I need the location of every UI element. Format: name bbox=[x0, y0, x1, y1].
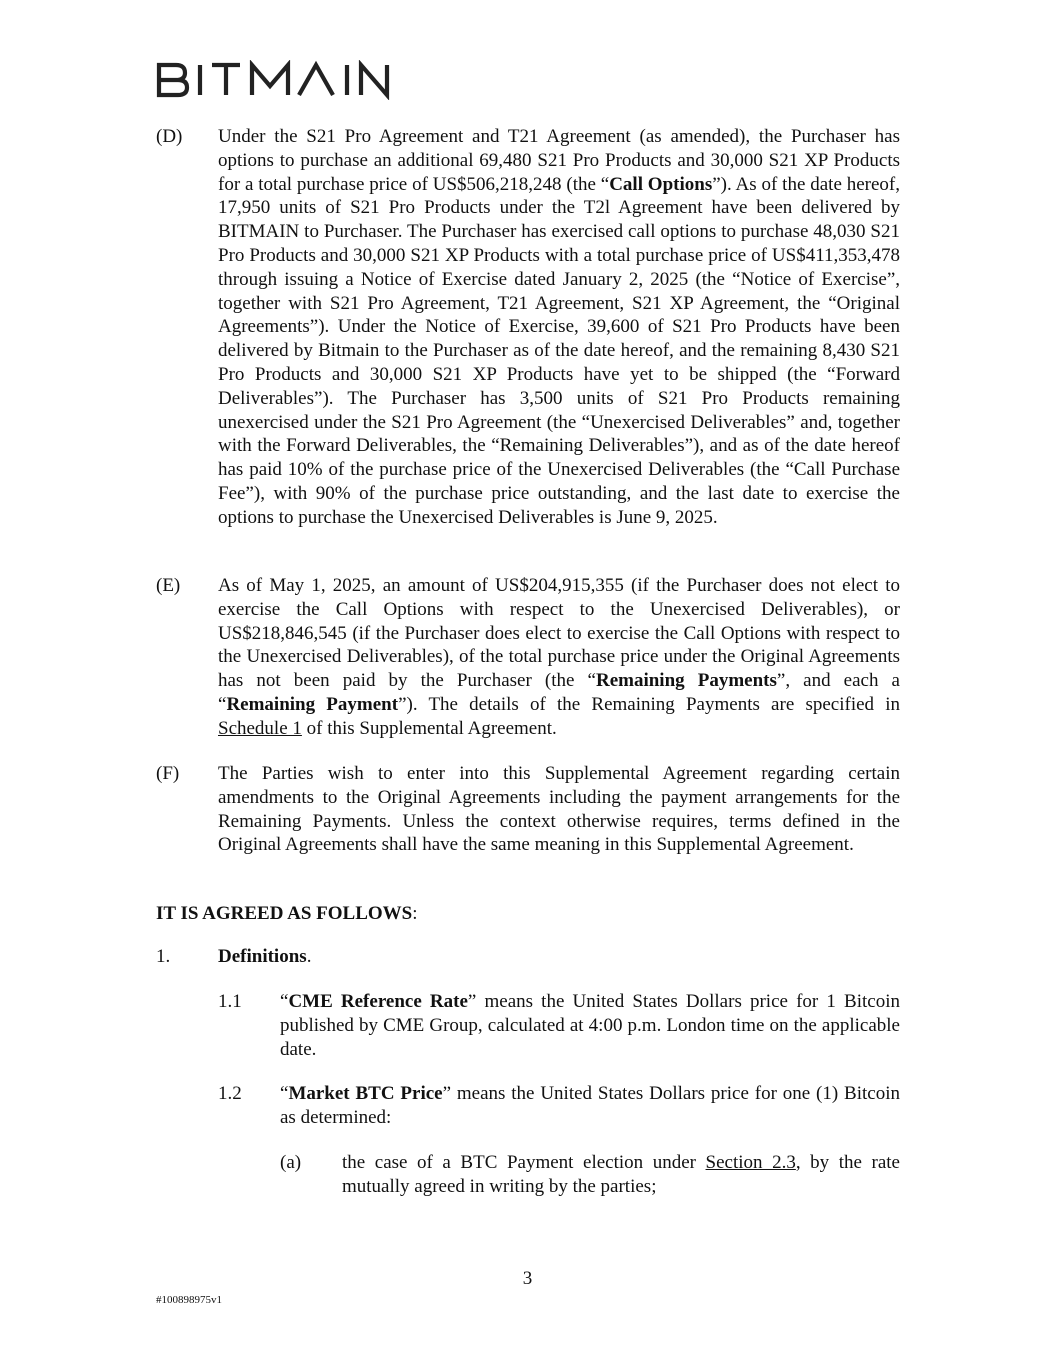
bitmain-logo bbox=[156, 60, 416, 107]
defined-term: Remaining Payments bbox=[595, 670, 777, 692]
definition-1-1: 1.1 “CME Reference Rate” means the United States Dollars price for 1 Bitcoin published by CME Group, calculated at 4:00 p.m. London time on the applicable date. bbox=[218, 991, 900, 1060]
section-2-3-link[interactable]: Section 2.3 bbox=[705, 1152, 796, 1173]
recital-d bbox=[156, 125, 900, 530]
defined-term: Market BTC Price bbox=[288, 1083, 443, 1104]
defined-term: Remaining Payment bbox=[226, 693, 399, 715]
bitmain-logo-mark bbox=[156, 60, 416, 100]
recital-label: (D) bbox=[156, 126, 183, 147]
defined-term: CME Reference Rate bbox=[288, 991, 468, 1012]
recital-e bbox=[156, 574, 900, 741]
definition-1-2: 1.2 “Market BTC Price” means the United States Dollars price for one (1) Bitcoin as determined: bbox=[218, 1083, 900, 1128]
recital-label: (F) bbox=[156, 763, 180, 784]
recital-text: The Parties wish to enter into this Supplemental Agreement regarding certain amendments to the Original Agreements including the payment arrangements for the Remaining Payments. Unless the context otherwise requires, terms defined in the Original Agreements shall have the same meaning in this Supplemental Agreement. bbox=[218, 763, 900, 856]
agreed-heading: IT IS AGREED AS FOLLOWS: bbox=[156, 903, 418, 924]
section-title: Definitions bbox=[218, 946, 307, 967]
subitem-label: (a) bbox=[280, 1152, 302, 1173]
clause-number: 1.2 bbox=[218, 1083, 242, 1104]
recital-text: As of May 1, 2025, an amount of US$204,915,355 (if the Purchaser does not elect to exercise the Call Options with respect to the Unexercised Deliverables), or US$218,846,545 (if the Purchaser does elect to exercise the Call Options with respect to the Unexercised Deliverables), of the total purchase price under the Original Agreements has not been paid by the Purchaser (the “Remaining Payments”, and each a “Remaining Payment”). The details of the Remaining Payments are specified in Schedule 1 of this Supplemental Agreement. bbox=[218, 575, 901, 739]
recital-label: (E) bbox=[156, 575, 181, 596]
subitem-a: (a) the case of a BTC Payment election under Section 2.3, by the rate mutually agreed in writing by the parties; bbox=[280, 1152, 900, 1197]
section-1-heading: 1. Definitions. bbox=[156, 946, 312, 967]
defined-term: Call Options bbox=[609, 173, 713, 195]
recital-text: Under the S21 Pro Agreement and T21 Agreement (as amended), the Purchaser has options to purchase an additional 69,480 S21 Pro Products and 30,000 S21 XP Products for a total purchase price of US$506,218,248 (the “Call Options”). As of the date hereof, 17,950 units of S21 Pro Products under the T2l Agreement have been delivered by BITMAIN to Purchaser. The Purchaser has exercised call options to purchase 48,030 S21 Pro Products and 30,000 S21 XP Products with a total purchase price of US$411,353,478 through issuing a Notice of Exercise dated January 2, 2025 (the “Notice of Exercise”, together with S21 Pro Agreement, T21 Agreement, S21 XP Agreement, the “Original Agreements”). Under the Notice of Exercise, 39,600 of S21 Pro Products have been delivered by Bitmain to the Purchaser as of the date hereof, and the remaining 8,430 S21 Pro Products and 30,000 S21 XP Products have yet to be shipped (the “Forward Deliverables”). The Purchaser has 3,500 units of S21 Pro Products remaining unexercised under the S21 Pro Agreement (the “Unexercised Deliverables” and, together with the Forward Deliverables, the “Remaining Deliverables”), and as of the date hereof has paid 10% of the purchase price of the Unexercised Deliverables (the “Call Purchase Fee”), with 90% of the purchase price outstanding, and the last date to exercise the options to purchase the Unexercised Deliverables is June 9, 2025. bbox=[218, 126, 900, 528]
clause-number: 1.1 bbox=[218, 991, 242, 1012]
document-id: #100898975v1 bbox=[156, 1294, 222, 1306]
recital-f bbox=[156, 762, 900, 857]
section-number: 1. bbox=[156, 946, 171, 967]
schedule-1-link[interactable]: Schedule 1 bbox=[218, 717, 302, 739]
page-number: 3 bbox=[522, 1268, 533, 1289]
